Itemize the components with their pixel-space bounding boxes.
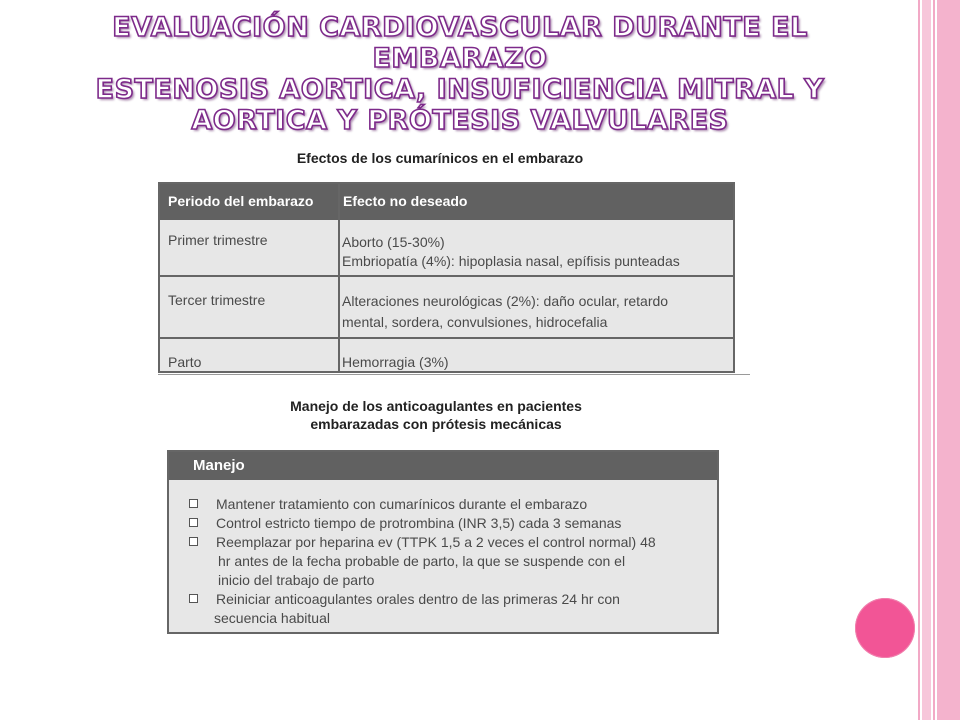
list-item-3-line-2: hr antes de la fecha probable de parto, la que se suspende con el — [218, 553, 626, 569]
table2-header-row — [169, 452, 717, 480]
table1-header-effect: Efecto no deseado — [343, 193, 468, 209]
slide-title — [40, 12, 880, 136]
table1-row-1-effect-line-1: Aborto (15-30%) — [342, 234, 445, 250]
table1-header-period: Periodo del embarazo — [168, 193, 314, 209]
decorative-pink-circle — [855, 598, 915, 658]
anticoagulant-management-table — [167, 450, 719, 634]
management-list — [187, 495, 707, 628]
title-line-3: ESTENOSIS AORTICA, INSUFICIENCIA MITRAL Y — [95, 74, 825, 105]
table1-row-1-effect — [342, 233, 680, 271]
checkbox-bullet-icon — [189, 499, 198, 508]
title-line-2: EMBARAZO — [372, 43, 548, 74]
table2-header: Manejo — [193, 457, 245, 474]
table1-row-3-effect — [342, 353, 449, 372]
list-item — [187, 514, 707, 533]
list-item-1-line-1: Mantener tratamiento con cumarínicos durante el embarazo — [216, 496, 588, 512]
table1-row-1-effect-line-2: Embriopatía (4%): hipoplasia nasal, epífisis punteadas — [342, 253, 680, 269]
table1-caption: Efectos de los cumarínicos en el embarazo — [296, 150, 584, 166]
table1-row-2-effect-line-2: mental, sordera, convulsiones, hidrocefalia — [342, 314, 608, 330]
list-item — [187, 590, 707, 628]
checkbox-bullet-icon — [189, 537, 198, 546]
list-item — [187, 495, 707, 514]
table1-row-3-effect-line-1: Hemorragia (3%) — [342, 354, 449, 370]
table2-caption-line-2: embarazadas con prótesis mecánicas — [310, 416, 562, 432]
table1-row-2-effect — [342, 291, 668, 333]
list-item-2-line-1: Control estricto tiempo de protrombina (INR 3,5) cada 3 semanas — [216, 515, 622, 531]
list-item-3-line-1: Reemplazar por heparina ev (TTPK 1,5 a 2 veces el control normal) 48 — [216, 534, 656, 550]
list-item-4-line-1: Reiniciar anticoagulantes orales dentro de las primeras 24 hr con — [216, 591, 620, 607]
checkbox-bullet-icon — [189, 594, 198, 603]
coumarin-effects-table — [158, 182, 735, 373]
table2-caption-line-1: Manejo de los anticoagulantes en pacientes — [290, 398, 582, 414]
table1-underline — [158, 374, 750, 375]
table1-row-2-effect-line-1: Alteraciones neurológicas (2%): daño ocular, retardo — [342, 293, 669, 309]
list-item-4-line-2: secuencia habitual — [214, 610, 330, 626]
checkbox-bullet-icon — [189, 518, 198, 527]
title-line-1: EVALUACIÓN CARDIOVASCULAR DURANTE EL — [112, 12, 808, 43]
decorative-right-border — [918, 0, 960, 720]
title-line-4: AORTICA Y PRÓTESIS VALVULARES — [191, 105, 729, 136]
table1-row-1-period: Primer trimestre — [168, 232, 268, 248]
list-item — [187, 533, 707, 590]
list-item-3-line-3: inicio del trabajo de parto — [218, 572, 375, 588]
table1-row-2-period: Tercer trimestre — [168, 292, 266, 308]
table1-header-row — [160, 184, 733, 220]
table2-caption — [236, 397, 636, 433]
table1-row-3-period: Parto — [168, 354, 202, 370]
